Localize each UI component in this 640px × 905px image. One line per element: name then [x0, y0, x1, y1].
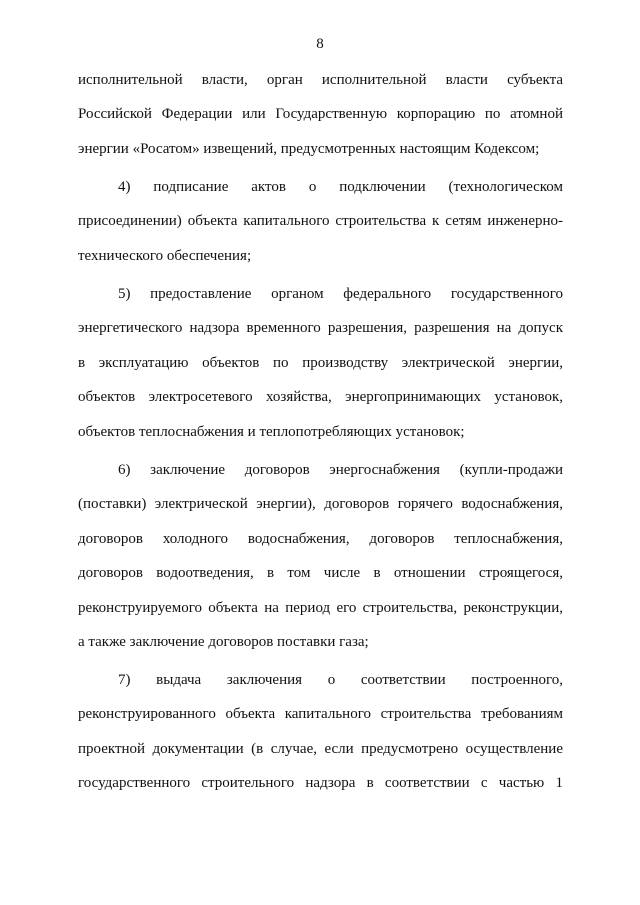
text-line: договоров водоотведения, в том числе в отношении строящегося,	[78, 565, 563, 581]
text-line: а также заключение договоров поставки газа;	[78, 634, 369, 650]
text-line: Российской Федерации или Государственную корпорацию по атомной	[78, 106, 563, 122]
text-line: исполнительной власти, орган исполнительной власти субъекта	[78, 72, 563, 88]
text-line: 6) заключение договоров энергоснабжения (купли-продажи	[118, 462, 563, 478]
text-line: объектов теплоснабжения и теплопотребляющих установок;	[78, 424, 465, 440]
text-line: энергетического надзора временного разрешения, разрешения на допуск	[78, 320, 563, 336]
text-line: 7) выдача заключения о соответствии построенного,	[118, 672, 563, 688]
text-line: реконструированного объекта капитального строительства требованиям	[78, 706, 563, 722]
page-number: 8	[316, 36, 324, 52]
text-line: объектов электросетевого хозяйства, энергопринимающих установок,	[78, 389, 563, 405]
text-line: проектной документации (в случае, если предусмотрено осуществление	[78, 741, 563, 757]
text-line: реконструируемого объекта на период его строительства, реконструкции,	[78, 600, 563, 616]
text-line: 4) подписание актов о подключении (технологическом	[118, 179, 563, 195]
text-line: в эксплуатацию объектов по производству электрической энергии,	[78, 355, 563, 371]
text-line: государственного строительного надзора в соответствии с частью 1	[78, 775, 563, 791]
text-line: 5) предоставление органом федерального государственного	[118, 286, 563, 302]
text-line: присоединении) объекта капитального строительства к сетям инженерно-	[78, 213, 563, 229]
text-line: энергии «Росатом» извещений, предусмотренных настоящим Кодексом;	[78, 141, 540, 157]
text-line: договоров холодного водоснабжения, договоров теплоснабжения,	[78, 531, 563, 547]
text-line: технического обеспечения;	[78, 248, 252, 264]
text-line: (поставки) электрической энергии), договоров горячего водоснабжения,	[78, 496, 563, 512]
